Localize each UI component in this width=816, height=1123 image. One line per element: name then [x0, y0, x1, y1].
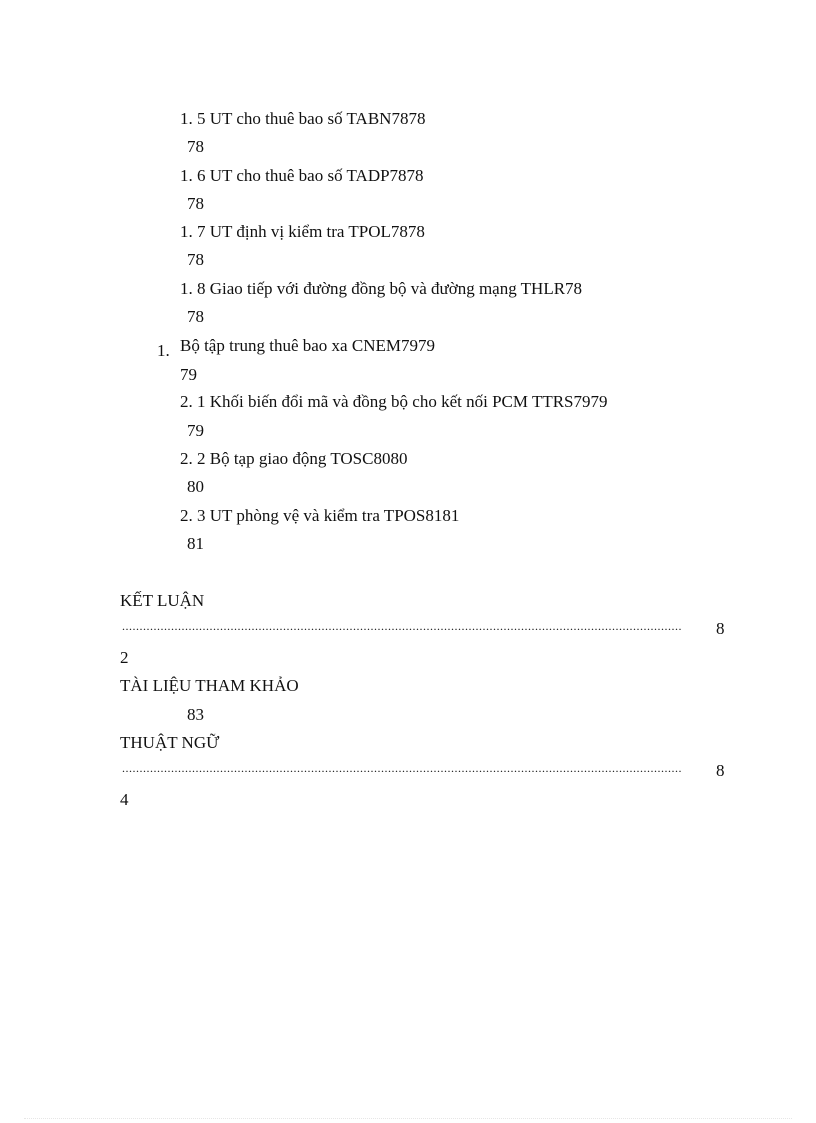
toc-entry-section-2[interactable]: Bộ tập trung thuê bao xa CNEM7979 [180, 336, 435, 355]
toc-entry-1-6[interactable]: 1. 6 UT cho thuê bao số TADP7878 [180, 166, 424, 185]
toc-entry-tai-lieu[interactable]: TÀI LIỆU THAM KHẢO [120, 676, 299, 695]
toc-entry-thuat-ngu[interactable]: THUẬT NGỮ [120, 733, 220, 752]
toc-page-1-5: 78 [187, 137, 204, 156]
toc-page-1-6: 78 [187, 194, 204, 213]
toc-entry-1-8[interactable]: 1. 8 Giao tiếp với đường đồng bộ và đường mạng THLR78 [180, 279, 583, 298]
toc-page-ket-luan-a: 8 [716, 619, 725, 638]
toc-page-tai-lieu: 83 [187, 705, 204, 724]
toc-entry-2-3[interactable]: 2. 3 UT phòng vệ và kiểm tra TPOS8181 [180, 506, 460, 525]
toc-page-thuat-ngu-a: 8 [716, 761, 725, 780]
toc-page-2-2: 80 [187, 477, 204, 496]
toc-entry-ket-luan[interactable]: KẾT LUẬN [120, 591, 205, 610]
toc-leader-dots: ................................................................................................................................................................ [122, 619, 682, 633]
toc-page-2-1: 79 [187, 421, 204, 440]
toc-page-ket-luan-b: 2 [120, 648, 129, 667]
toc-entry-2-1[interactable]: 2. 1 Khối biến đổi mã và đồng bộ cho kết nối PCM TTRS7979 [180, 392, 608, 411]
toc-page-thuat-ngu-b: 4 [120, 790, 129, 809]
toc-leader-dots: ................................................................................................................................................................ [122, 761, 682, 775]
toc-entry-1-5[interactable]: 1. 5 UT cho thuê bao số TABN7878 [180, 109, 426, 128]
page-bottom-rule [24, 1118, 792, 1119]
toc-page-1-7: 78 [187, 250, 204, 269]
toc-entry-2-2[interactable]: 2. 2 Bộ tạp giao động TOSC8080 [180, 449, 408, 468]
toc-entry-1-7[interactable]: 1. 7 UT định vị kiểm tra TPOL7878 [180, 222, 425, 241]
toc-page-1-8: 78 [187, 307, 204, 326]
toc-page-2-3: 81 [187, 534, 204, 553]
toc-section-number: 1. [157, 341, 170, 360]
toc-page-section-2: 79 [180, 365, 197, 384]
